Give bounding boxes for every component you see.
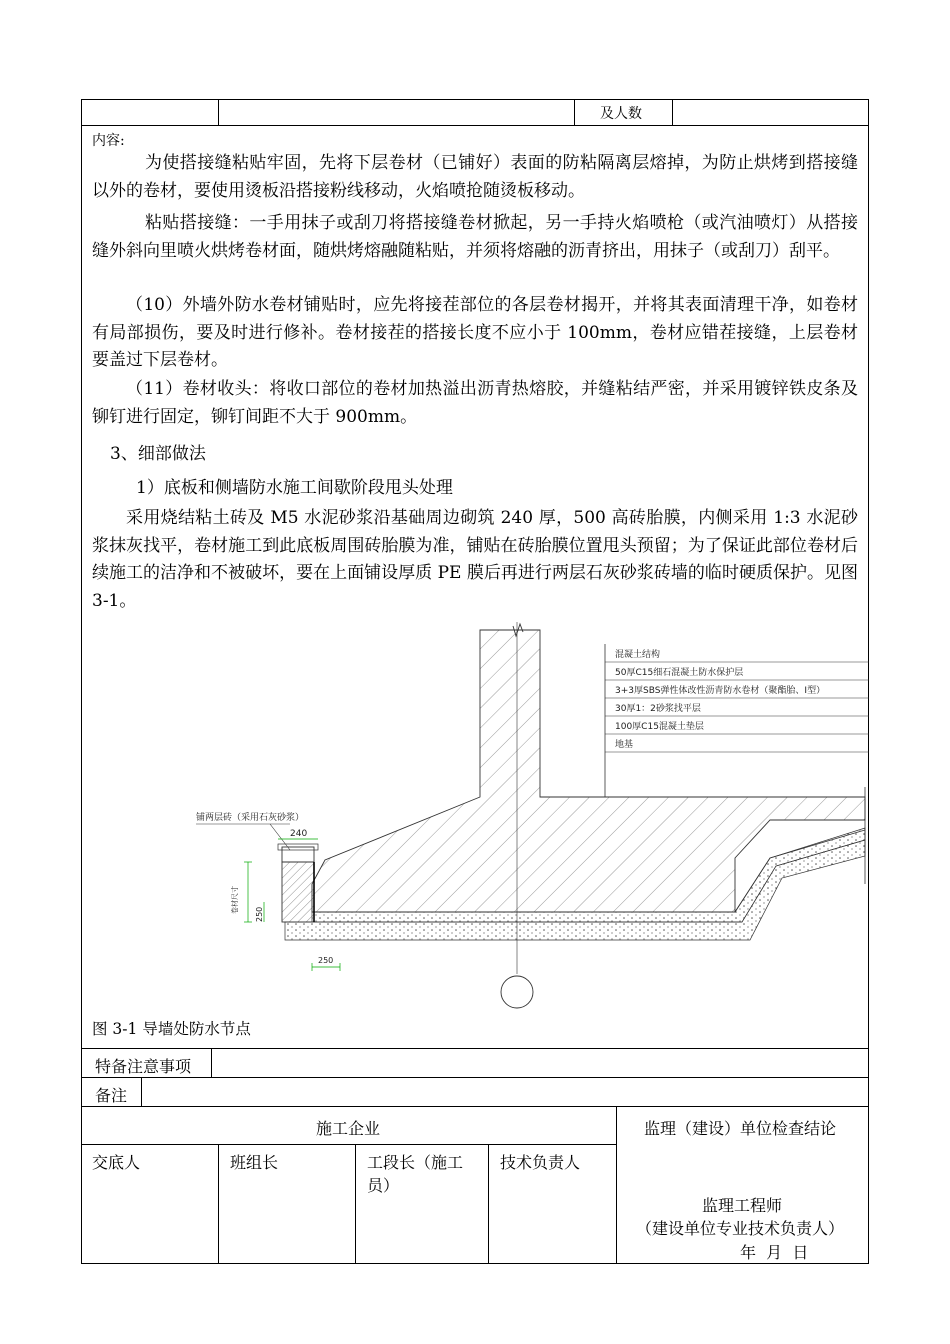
dimension-vertical-label: 卷材尺寸	[231, 886, 239, 914]
section-chief-label-cont: 员）	[367, 1176, 400, 1195]
tech-lead-label: 技术负责人	[500, 1153, 581, 1172]
engineer-label: 监理工程师	[702, 1196, 783, 1215]
signoff-col-divider	[488, 1144, 489, 1264]
content-paragraph: （10）外墙外防水卷材铺贴时，应先将接茬部位的各层卷材揭开，并将其表面清理干净，如卷材有局部损伤，要及时进行修补。卷材接茬的搭接长度不应小于 100mm，卷材应错茬接缝，上层卷材要盖过下层卷材。	[92, 295, 858, 370]
content-paragraph: （11）卷材收头：将收口部位的卷材加热溢出沥青热熔胶，并缝粘结严密，并采用镀锌铁皮条及铆钉进行固定，铆钉间距不大于 900mm。	[92, 379, 858, 427]
content-label: 内容:	[92, 133, 125, 149]
dimension-250-side: 250	[255, 906, 264, 922]
layer-label: 30厚1：2砂浆找平层	[615, 704, 701, 714]
brick-note: 铺两层砖（采用石灰砂浆）	[196, 813, 305, 823]
date-label: 年 月 日	[740, 1243, 809, 1262]
header-col-divider-1	[218, 99, 219, 125]
row-divider	[81, 1077, 869, 1078]
company-header: 施工企业	[316, 1119, 381, 1138]
briefer-label: 交底人	[92, 1153, 141, 1172]
waterproof-detail-figure	[190, 622, 869, 1018]
signoff-col-divider	[616, 1106, 617, 1264]
remarks-col-divider	[141, 1077, 142, 1106]
body-paragraph: 采用烧结粘土砖及 M5 水泥砂浆沿基础周边砌筑 240 厚，500 高砖胎膜，内侧采用 1:3 水泥砂浆抹灰找平，卷材施工到此底板周围砖胎膜为准，铺贴在砖胎膜位置甩头预留；为了保证此部位卷材后续施工的洁净和不被破坏，要在上面铺设厚质 PE 膜后再进行两层石灰砂浆砖墙的临时硬质保护。见图 3-1。	[92, 508, 858, 611]
special-col-divider	[211, 1048, 212, 1077]
row-divider	[81, 1144, 616, 1145]
engineer-note: （建设单位专业技术负责人）	[636, 1219, 845, 1238]
row-divider	[81, 1048, 869, 1049]
dimension-240: 240	[290, 829, 308, 839]
team-leader-label: 班组长	[230, 1153, 279, 1172]
signoff-col-divider	[218, 1144, 219, 1264]
dimension-250-bottom: 250	[318, 956, 334, 965]
layer-label: 3+3厚SBS弹性体改性沥青防水卷材（聚酯胎、Ⅰ型）	[615, 686, 826, 696]
people-count-label: 及人数	[600, 106, 642, 122]
sub-heading: 1）底板和侧墙防水施工间歇阶段甩头处理	[136, 478, 453, 498]
figure-caption: 图 3-1 导墙处防水节点	[92, 1020, 251, 1038]
signoff-col-divider	[355, 1144, 356, 1264]
supervisor-header: 监理（建设）单位检查结论	[644, 1119, 837, 1138]
brick-guide-wall	[282, 862, 314, 922]
layer-label: 混凝土结构	[615, 650, 661, 660]
section-heading: 3、细部做法	[110, 444, 206, 464]
header-col-divider-2	[574, 99, 575, 125]
layer-label: 100厚C15混凝土垫层	[615, 722, 704, 732]
special-notes-label: 特备注意事项	[95, 1057, 192, 1076]
row-divider	[81, 1106, 869, 1107]
header-row-divider	[81, 125, 869, 126]
remarks-label: 备注	[95, 1086, 128, 1105]
content-paragraph: 粘贴搭接缝：一手用抹子或刮刀将搭接缝卷材掀起，另一手持火焰喷枪（或汽油喷灯）从搭接缝外斜向里喷火烘烤卷材面，随烘烤熔融随粘贴，并须将熔融的沥青挤出，用抹子（或刮刀）刮平。	[92, 213, 858, 261]
content-paragraph: 为使搭接缝粘贴牢固，先将下层卷材（已铺好）表面的防粘隔离层熔掉，为防止烘烤到搭接缝以外的卷材，要使用烫板沿搭接粉线移动，火焰喷抢随烫板移动。	[92, 153, 858, 201]
layer-label: 50厚C15细石混凝土防水保护层	[615, 668, 744, 678]
header-col-divider-3	[672, 99, 673, 125]
layer-label: 地基	[615, 740, 634, 750]
section-chief-label: 工段长（施工	[367, 1153, 464, 1172]
section-marker-circle	[501, 976, 533, 1008]
